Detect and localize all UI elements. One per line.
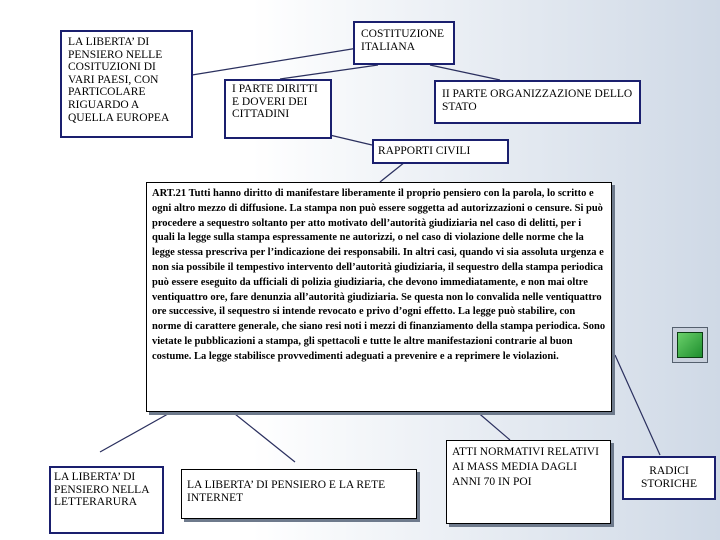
- home-icon: [677, 332, 703, 358]
- letteratura-text: LA LIBERTA’ DI PENSIERO NELLA LETTERARURA: [54, 471, 149, 509]
- line-costituzione-seconda-parte: [430, 65, 500, 80]
- line-articolo-radici: [615, 355, 660, 455]
- radici-storiche-text: RADICI STORICHE: [640, 465, 698, 490]
- line-costituzione-prima-parte: [280, 65, 378, 79]
- seconda-parte-box: [434, 80, 641, 124]
- liberta-paesi-box: [60, 30, 193, 138]
- costituzione-box: [353, 21, 455, 65]
- seconda-parte-text: II PARTE ORGANIZZAZIONE DELLO STATO: [442, 88, 633, 113]
- radici-storiche-box: [622, 456, 716, 500]
- line-articolo-atti: [475, 410, 510, 440]
- costituzione-text: COSTITUZIONE ITALIANA: [361, 28, 445, 53]
- articolo-21-box: [146, 182, 612, 412]
- prima-parte-box: [224, 79, 332, 139]
- liberta-paesi-text: LA LIBERTA’ DI PENSIERO NELLE COSITUZIONI DI VARI PAESI, CON PARTICOLARE RIGUARDO A QUELLA EUROPEA: [68, 36, 170, 124]
- letteratura-box: [49, 466, 164, 534]
- prima-parte-text: I PARTE DIRITTI E DOVERI DEI CITTADINI: [232, 83, 318, 121]
- rapporti-civili-text: RAPPORTI CIVILI: [378, 145, 471, 157]
- line-articolo-internet: [230, 410, 295, 462]
- home-button[interactable]: [672, 327, 708, 363]
- atti-normativi-box: [446, 440, 611, 524]
- rapporti-civili-box: [372, 139, 509, 164]
- line-rapporti-articolo: [380, 162, 405, 182]
- line-articolo-letteratura: [100, 410, 175, 452]
- atti-normativi-text: ATTI NORMATIVI RELATIVI AI MASS MEDIA DAGLI ANNI 70 IN POI: [452, 446, 599, 488]
- internet-box: [181, 469, 417, 519]
- internet-text: LA LIBERTA’ DI PENSIERO E LA RETE INTERNET: [187, 479, 386, 504]
- articolo-21-text: ART.21 Tutti hanno diritto di manifestare liberamente il proprio pensiero con la parola, lo scritto e ogni altro mezzo di diffusione. La stampa non può essere soggetta ad autorizzazioni o censure. Si può procedere a sequestro soltanto per atto motivato dell’autorità giudiziaria nel caso di delitti, per i quali la legge sulla stampa espressamente ne autorizzi, o nel caso di violazione delle norme che la legge stessa prescriva per l’indicazione dei responsabili. In altri casi, quando vi sia assoluta urgenza e non sia possibile il tempestivo intervento dell’autorità giudiziaria, il sequestro della stampa periodica può essere eseguito da ufficiali di polizia giudiziaria, che devono immediatamente, e non mai oltre ventiquattro ore, fare denunzia all’autorità giudiziaria. Se questa non lo convalida nelle ventiquattro ore successive, il sequestro si intende revocato e privo d’ogni effetto. La legge può stabilire, con norme di carattere generale, che siano resi noti i mezzi di finanziamento della stampa periodica. Sono vietate le pubblicazioni a stampa, gli spettacoli e tutte le altre manifestazioni contrarie al buon costume. La legge stabilisce provvedimenti adeguati a prevenire e a reprimere le violazioni.: [152, 188, 606, 362]
